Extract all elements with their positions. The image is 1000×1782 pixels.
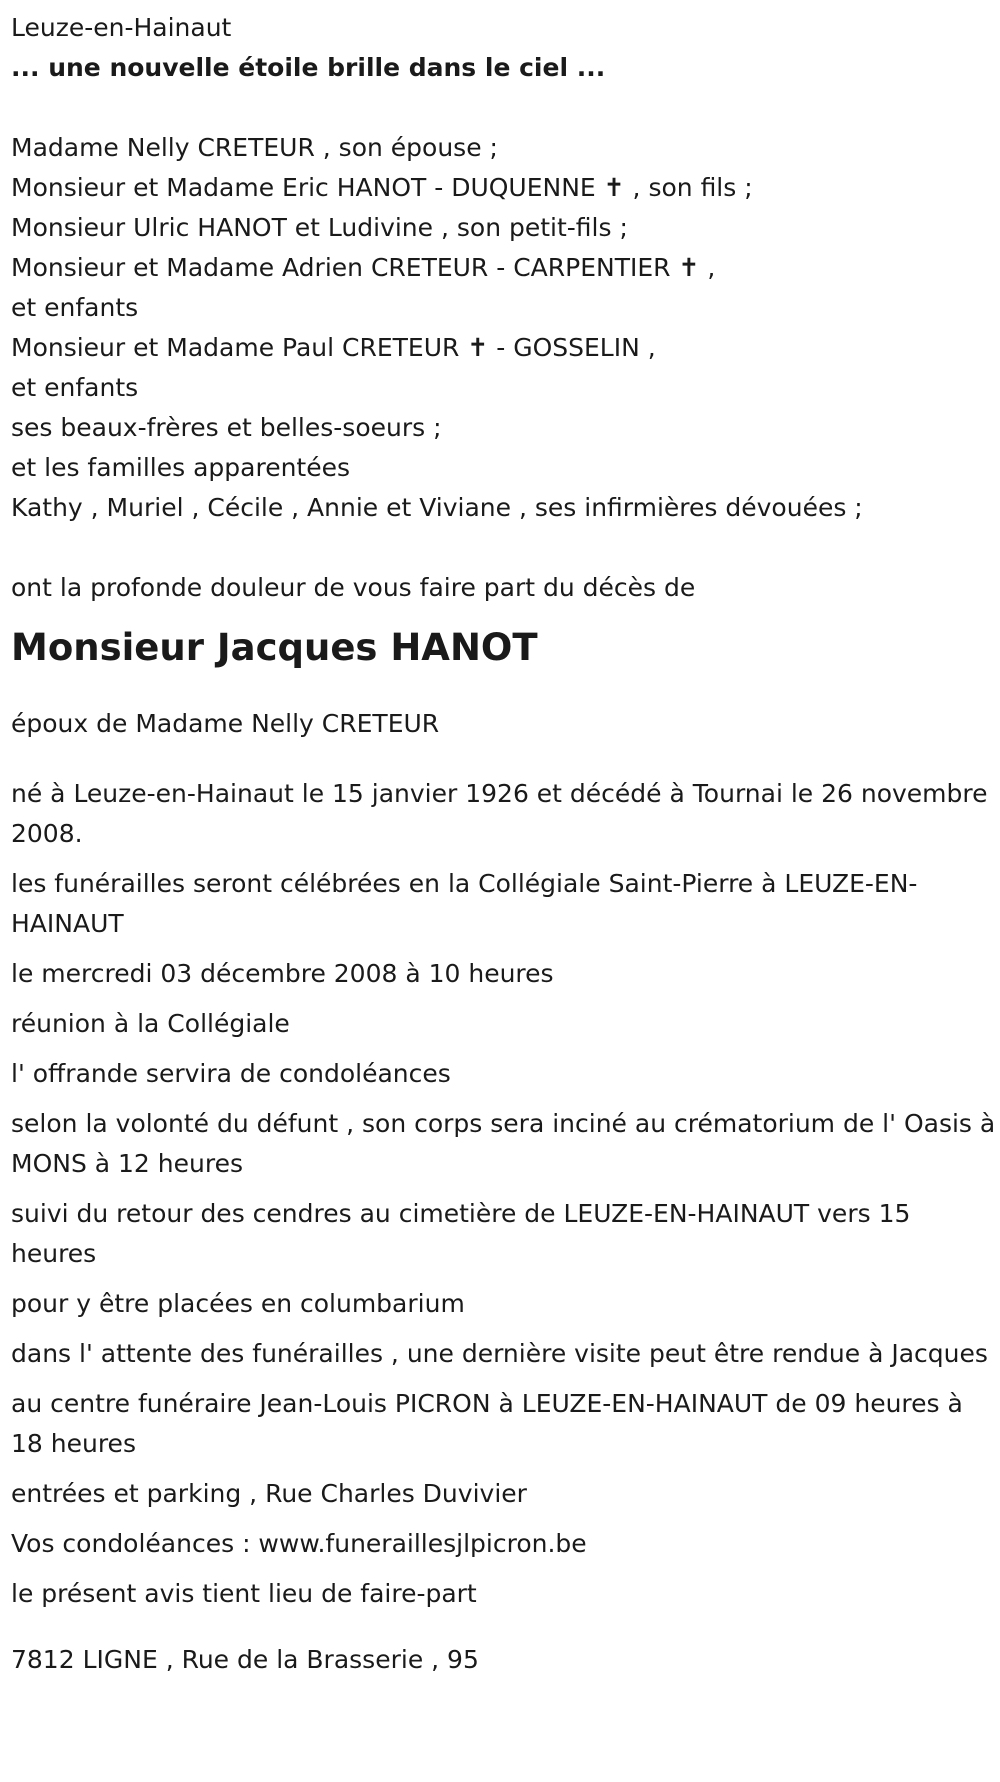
spouse-line: époux de Madame Nelly CRETEUR (11, 709, 440, 738)
spacer (11, 88, 1000, 128)
detail-paragraph: entrées et parking , Rue Charles Duvivier (11, 1479, 527, 1508)
detail-paragraph: pour y être placées en columbarium (11, 1289, 465, 1318)
spacer (11, 528, 1000, 568)
family-list (11, 128, 1000, 528)
detail-paragraph: dans l' attente des funérailles , une dernière visite peut être rendue à Jacques (11, 1339, 988, 1368)
family-line: Monsieur et Madame Paul CRETEUR ✝ - GOSSELIN , (11, 333, 656, 362)
family-line: Monsieur Ulric HANOT et Ludivine , son petit-fils ; (11, 213, 628, 242)
detail-paragraph: l' offrande servira de condoléances (11, 1059, 451, 1088)
detail-paragraph: né à Leuze-en-Hainaut le 15 janvier 1926 et décédé à Tournai le 26 novembre 2008. (11, 779, 988, 848)
deceased-name: Monsieur Jacques HANOT (11, 626, 538, 669)
detail-paragraph: Vos condoléances : www.funeraillesjlpicron.be (11, 1529, 587, 1558)
detail-paragraph: suivi du retour des cendres au cimetière de LEUZE-EN-HAINAUT vers 15 heures (11, 1199, 911, 1268)
announcement-text: ont la profonde douleur de vous faire part du décès de (11, 573, 696, 602)
detail-paragraph: au centre funéraire Jean-Louis PICRON à LEUZE-EN-HAINAUT de 09 heures à 18 heures (11, 1389, 963, 1458)
family-line: Kathy , Muriel , Cécile , Annie et Viviane , ses infirmières dévouées ; (11, 493, 863, 522)
family-line: et les familles apparentées (11, 453, 351, 482)
detail-paragraph: le présent avis tient lieu de faire-part (11, 1579, 477, 1608)
family-line: Monsieur et Madame Eric HANOT - DUQUENNE ✝ , son fils ; (11, 173, 753, 202)
family-line: et enfants (11, 293, 139, 322)
funeral-details (11, 774, 1000, 1614)
detail-paragraph: réunion à la Collégiale (11, 1009, 290, 1038)
address-line: 7812 LIGNE , Rue de la Brasserie , 95 (11, 1645, 479, 1674)
detail-paragraph: le mercredi 03 décembre 2008 à 10 heures (11, 959, 554, 988)
location-heading: Leuze-en-Hainaut (11, 13, 232, 42)
family-line: Madame Nelly CRETEUR , son épouse ; (11, 133, 498, 162)
tagline: ... une nouvelle étoile brille dans le ciel ... (11, 53, 606, 82)
detail-paragraph: selon la volonté du défunt , son corps sera inciné au crématorium de l' Oasis à MONS à 12 heures (11, 1109, 996, 1178)
family-line: et enfants (11, 373, 139, 402)
family-line: ses beaux-frères et belles-soeurs ; (11, 413, 442, 442)
family-line: Monsieur et Madame Adrien CRETEUR - CARPENTIER ✝ , (11, 253, 716, 282)
detail-paragraph: les funérailles seront célébrées en la Collégiale Saint-Pierre à LEUZE-EN-HAINAUT (11, 869, 918, 938)
